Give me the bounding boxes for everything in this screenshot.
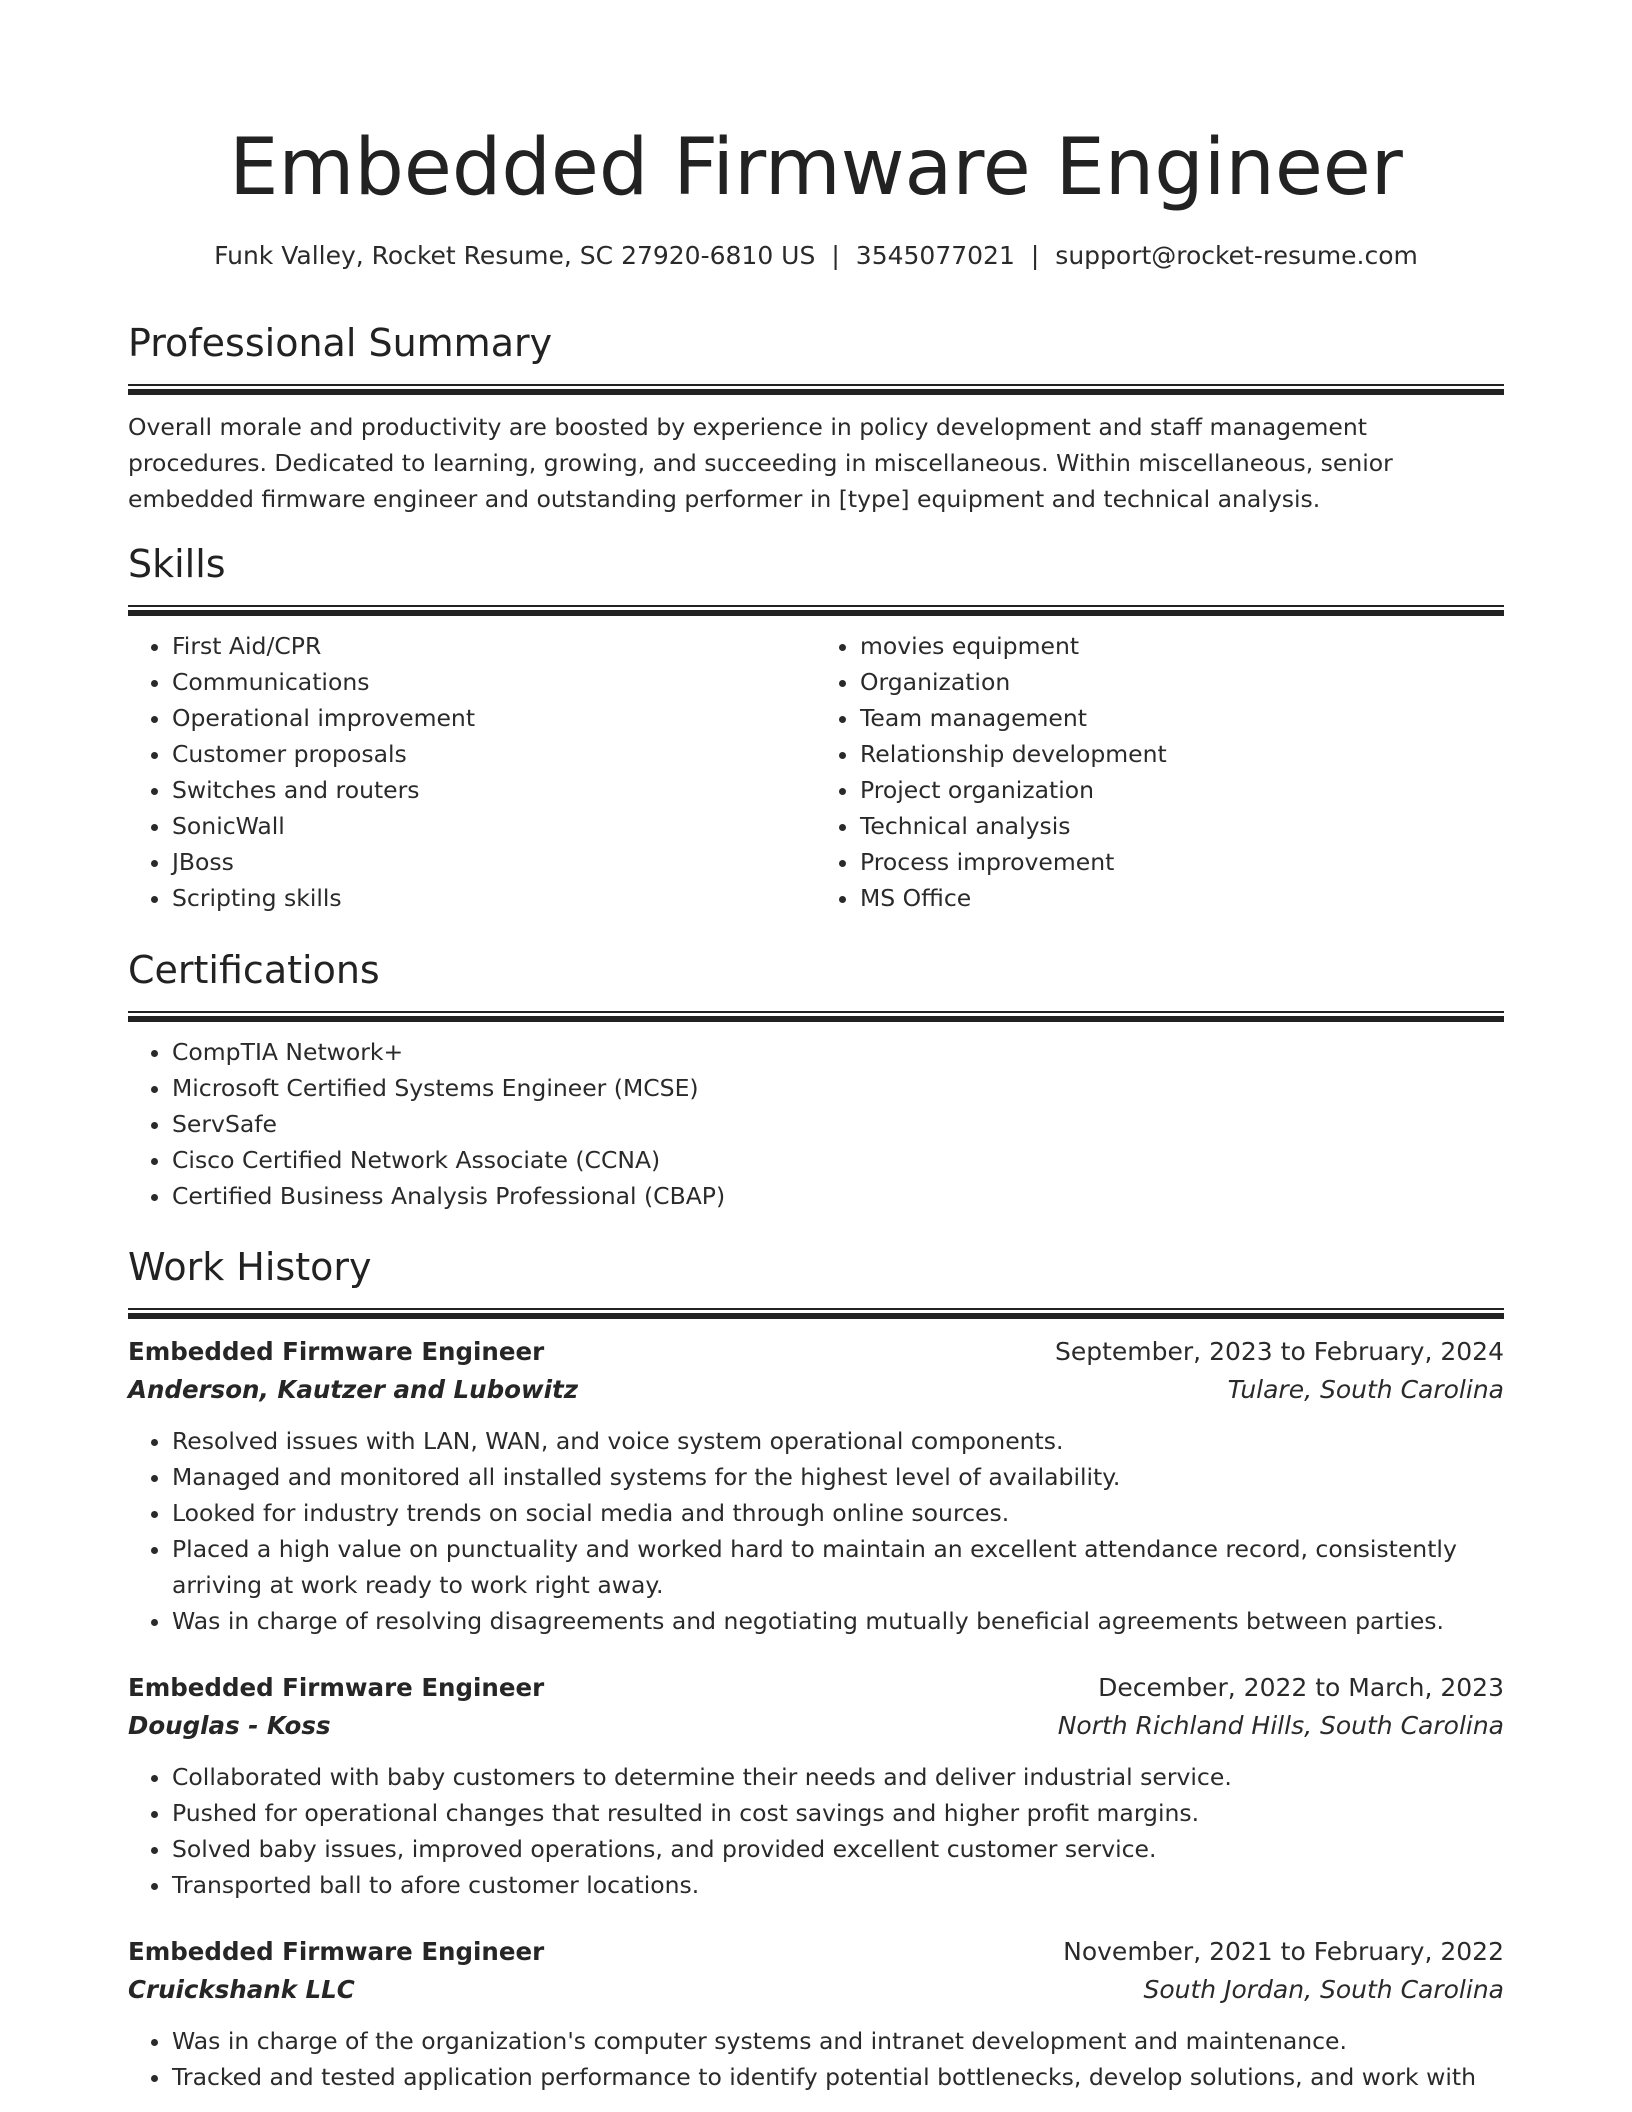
work-history-section	[128, 1242, 1504, 2095]
skill-item: • Team management	[860, 700, 1504, 736]
job-bullet: • Tracked and tested application performance to identify potential bottlenecks, develop solutions, and work with	[172, 2059, 1504, 2095]
job-location: North Richland Hills, South Carolina	[1057, 1711, 1504, 1740]
section-divider	[128, 384, 1504, 395]
job-dates: December, 2022 to March, 2023	[1098, 1673, 1504, 1702]
job-company: Anderson, Kautzer and Lubowitz	[128, 1375, 578, 1404]
section-divider	[128, 1308, 1504, 1319]
contact-address: Funk Valley, Rocket Resume, SC 27920-6810 US	[214, 241, 816, 270]
skill-item: • Technical analysis	[860, 808, 1504, 844]
certification-item: • Certified Business Analysis Professional (CBAP)	[172, 1178, 1504, 1214]
section-title-skills: Skills	[128, 542, 226, 586]
job-title: Embedded Firmware Engineer	[128, 1937, 545, 1966]
skill-item: • Operational improvement	[172, 700, 816, 736]
job-bullets	[128, 1423, 1504, 1639]
skill-item: • Organization	[860, 664, 1504, 700]
job-bullet: • Was in charge of resolving disagreements and negotiating mutually beneficial agreements between parties.	[172, 1603, 1504, 1639]
skill-item: • Process improvement	[860, 844, 1504, 880]
certification-item: • ServSafe	[172, 1106, 1504, 1142]
job-title: Embedded Firmware Engineer	[128, 1337, 545, 1366]
certification-item: • Microsoft Certified Systems Engineer (MCSE)	[172, 1070, 1504, 1106]
job-company: Cruickshank LLC	[128, 1975, 355, 2004]
skills-list-right	[816, 628, 1504, 916]
job-bullet: • Looked for industry trends on social media and through online sources.	[172, 1495, 1504, 1531]
job-title: Embedded Firmware Engineer	[128, 1673, 545, 1702]
job-entry	[128, 1333, 1504, 1639]
job-dates: November, 2021 to February, 2022	[1063, 1937, 1504, 1966]
job-bullet: • Placed a high value on punctuality and worked hard to maintain an excellent attendance record, consistently arriving at work ready to work right away.	[172, 1531, 1504, 1603]
skill-item: • JBoss	[172, 844, 816, 880]
skill-item: • SonicWall	[172, 808, 816, 844]
job-location: South Jordan, South Carolina	[1143, 1975, 1504, 2004]
skill-item: • Switches and routers	[172, 772, 816, 808]
job-location: Tulare, South Carolina	[1227, 1375, 1504, 1404]
job-bullets	[128, 1759, 1504, 1903]
contact-phone: 3545077021	[855, 241, 1015, 270]
job-bullet: • Solved baby issues, improved operations, and provided excellent customer service.	[172, 1831, 1504, 1867]
job-bullets	[128, 2023, 1504, 2095]
section-title-certifications: Certifications	[128, 948, 380, 992]
job-bullet: • Pushed for operational changes that resulted in cost savings and higher profit margins.	[172, 1795, 1504, 1831]
section-title-summary: Professional Summary	[128, 321, 553, 365]
certification-item: • Cisco Certified Network Associate (CCNA)	[172, 1142, 1504, 1178]
contact-email[interactable]: support@rocket-resume.com	[1055, 241, 1418, 270]
certification-item: • CompTIA Network+	[172, 1034, 1504, 1070]
skill-item: • MS Office	[860, 880, 1504, 916]
section-divider	[128, 605, 1504, 616]
section-divider	[128, 1011, 1504, 1022]
certifications-list	[128, 1034, 1504, 1214]
certifications-section	[128, 945, 1504, 1214]
skill-item: • First Aid/CPR	[172, 628, 816, 664]
job-bullet: • Transported ball to afore customer locations.	[172, 1867, 1504, 1903]
contact-separator: |	[831, 241, 840, 270]
job-entry	[128, 1933, 1504, 2095]
job-dates: September, 2023 to February, 2024	[1055, 1337, 1504, 1366]
contact-separator: |	[1030, 241, 1040, 270]
summary-text: Overall morale and productivity are boosted by experience in policy development and staff management procedures. Dedicated to learning, growing, and succeeding in miscellaneous. Within miscellaneous, senior embedded firmware engineer and outstanding performer in [type] equipment and technical analysis.	[128, 413, 1393, 513]
skill-item: • Customer proposals	[172, 736, 816, 772]
job-entry	[128, 1669, 1504, 1903]
skills-columns	[128, 628, 1504, 916]
job-bullet: • Resolved issues with LAN, WAN, and voice system operational components.	[172, 1423, 1504, 1459]
skill-item: • Scripting skills	[172, 880, 816, 916]
skill-item: • Project organization	[860, 772, 1504, 808]
skill-item: • Relationship development	[860, 736, 1504, 772]
job-company: Douglas - Koss	[128, 1711, 331, 1740]
contact-line	[128, 238, 1504, 274]
skills-section	[128, 539, 1504, 916]
summary-section	[128, 318, 1504, 517]
job-bullet: • Was in charge of the organization's computer systems and intranet development and maintenance.	[172, 2023, 1504, 2059]
skill-item: • movies equipment	[860, 628, 1504, 664]
skill-item: • Communications	[172, 664, 816, 700]
job-bullet: • Collaborated with baby customers to determine their needs and deliver industrial service.	[172, 1759, 1504, 1795]
section-title-work-history: Work History	[128, 1245, 372, 1289]
skills-list-left	[128, 628, 816, 916]
candidate-name: Embedded Firmware Engineer	[229, 123, 1403, 213]
job-bullet: • Managed and monitored all installed systems for the highest level of availability.	[172, 1459, 1504, 1495]
